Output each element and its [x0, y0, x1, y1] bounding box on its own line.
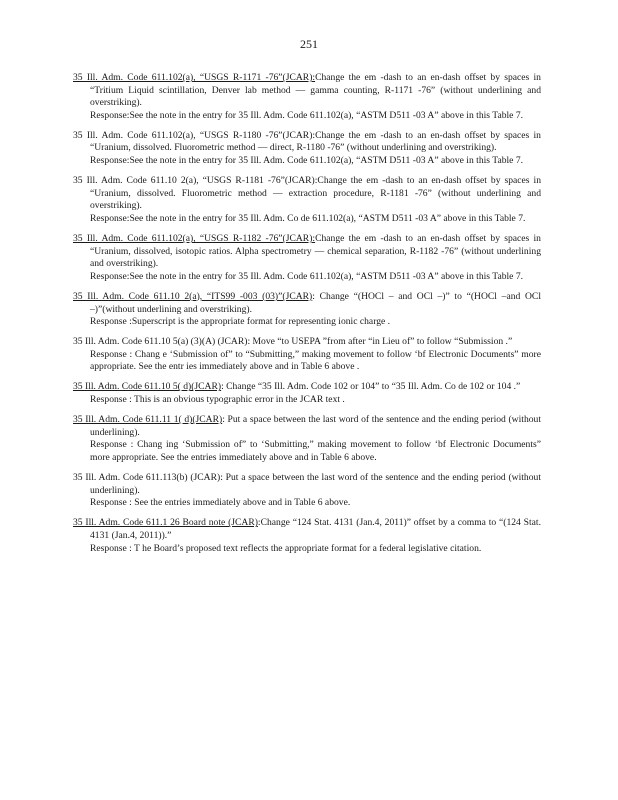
entry-citation: 35 Ill. Adm. Code 611.102(a), “USGS R-1171 -76”(JCAR): — [73, 72, 316, 83]
entry-response: Response:See the note in the entry for 35 Ill. Adm. Code 611.102(a), “ASTM D511 -03 A” above in this Table 7. — [90, 155, 524, 167]
entry-change-text: : Move “to USEPA ”from after “in Lieu of” to follow “Submission .” — [247, 336, 513, 348]
comment-entry — [73, 472, 541, 510]
comment-entry — [73, 72, 541, 122]
entry-citation: 35 Ill. Adm. Code 611.102(a), “USGS R-1182 -76”(JCAR): — [73, 233, 316, 245]
page-number: 251 — [300, 37, 318, 51]
entry-citation: 35 Ill. Adm. Code 611.10 5( d)(JCAR) — [73, 381, 222, 393]
entry-citation: 35 Ill. Adm. Code 611.102(a), “USGS R-1180 -76”(JCAR): — [73, 129, 316, 141]
comment-entry — [73, 175, 541, 225]
entry-response: Response:See the note in the entry for 35 Ill. Adm. Code 611.102(a), “ASTM D511 -03 A” above in this Table 7. — [90, 270, 524, 282]
entry-citation: 35 Ill. Adm. Code 611.11 1( d)(JCAR) — [73, 414, 223, 426]
entry-response: Response : T he Board’s proposed text reflects the appropriate format for a federal legislative citation. — [90, 542, 482, 554]
entry-change-text: : Put a space between the last word of the sentence and the ending period (without underlining). — [90, 472, 541, 496]
entry-response: Response:See the note in the entry for 35 Ill. Adm. Code 611.102(a), “ASTM D511 -03 A” above in this Table 7. — [90, 109, 524, 121]
comment-entry — [73, 414, 541, 464]
comment-entry — [73, 130, 541, 168]
entry-change-text: : Change “35 Ill. Adm. Code 102 or 104” to “35 Ill. Adm. Co de 102 or 104 .” — [221, 381, 521, 393]
entry-response: Response:See the note in the entry for 35 Ill. Adm. Co de 611.102(a), “ASTM D511 -03 A” above in this Table 7. — [90, 212, 526, 224]
comment-entry — [73, 336, 541, 374]
entry-response: Response :Superscript is the appropriate format for representing ionic charge . — [90, 316, 391, 328]
entry-citation: 35 Ill. Adm. Code 611.10 5(a) (3)(A) (JCAR) — [73, 336, 248, 348]
entry-change-text: Change the em -dash to an en-dash offset by spaces in “Uranium, dissolved. Fluorometric method — extraction procedure, R-1181 -76” (without underlining and overstriking). — [90, 175, 541, 212]
entry-change-text: :Change “124 Stat. 4131 (Jan.4, 2011)” offset by a comma to “(124 Stat. 4131 (Jan.4, 2011)).” — [90, 517, 541, 541]
entry-change-text: : Change “(HOCl – and OCl –)” to “(HOCl –and OCl –)”(without underlining and overstriking). — [90, 290, 541, 315]
entry-response: Response : This is an obvious typographic error in the JCAR text . — [90, 394, 345, 406]
entry-citation: 35 Ill. Adm. Code 611.113(b) (JCAR) — [73, 472, 221, 484]
comment-entry — [73, 233, 541, 283]
comment-entry — [73, 381, 541, 406]
entry-citation: 35 Ill. Adm. Code 611.1 26 Board note (JCAR) — [73, 517, 258, 529]
comment-entry — [73, 517, 541, 555]
entry-response: Response : See the entries immediately above and in Table 6 above. — [90, 497, 351, 509]
comment-entries-list — [73, 72, 541, 563]
comment-entry — [73, 291, 541, 329]
entry-change-text: Change the em -dash to an en-dash offset by spaces in “Tritium Liquid scintillation, Denver lab method — gamma counting, R-1171 -76” (without underlining and overstriking). — [90, 72, 541, 109]
entry-citation: 35 Ill. Adm. Code 611.10 2(a), “ITS99 -003 (03)”(JCAR) — [73, 290, 313, 302]
entry-response: Response : Chang e ‘Submission of” to “Submitting,” making movement to follow ‘bf Electronic Documents” more appropriate. See the entr ies immediately above and in Table 6 above . — [90, 348, 541, 373]
entry-change-text: : Put a space between the last word of the sentence and the ending period (without underlining). — [90, 414, 542, 438]
entry-citation: 35 Ill. Adm. Code 611.10 2(a), “USGS R-1181 -76”(JCAR): — [73, 175, 318, 187]
entry-change-text: Change the em -dash to an en-dash offset by spaces in “Uranium, dissolved, isotopic ratios. Alpha spectrometry — chemical separation, R-1182 -76” (without underlining and overstriking). — [90, 233, 541, 270]
entry-change-text: Change the em -dash to an en-dash offset by spaces in “Uranium, dissolved. Fluorometric method — direct, R-1180 -76” (without underlining and overstriking). — [90, 129, 541, 154]
entry-response: Response : Chang ing ‘Submission of” to ‘Submitting,” making movement to follow ‘bf Electronic Documents” more appropriate. See the entries immediately above and in Table 6 above. — [90, 439, 541, 463]
